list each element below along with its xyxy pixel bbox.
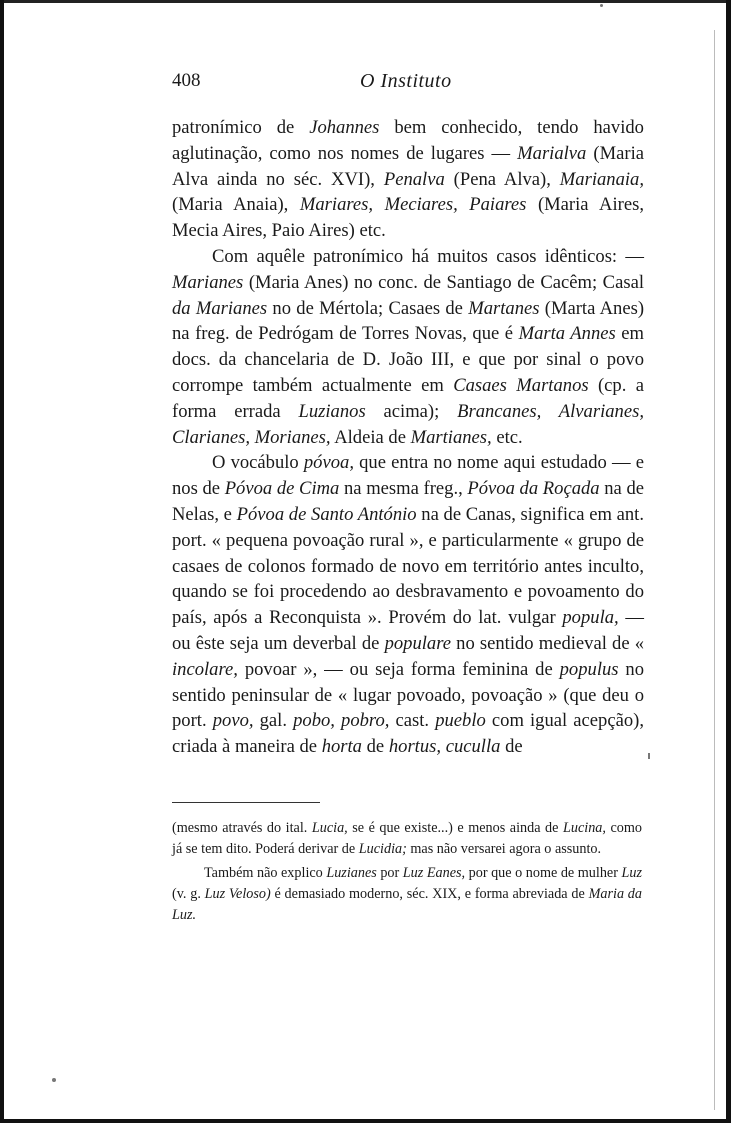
italic-run: da Marianes [172,297,268,319]
footnote [172,863,642,926]
italic-run: Lucidia; [358,841,407,857]
italic-run: Lucia, [311,820,348,836]
text-run: povoar », — ou seja forma feminina de [237,658,560,680]
text-run: (Pena Alva), [444,168,560,190]
italic-run: popula, [562,607,619,629]
text-run: no sentido medieval de « [451,632,644,654]
text-run: — ou êste seja um deverbal de [172,607,644,654]
text-run: etc. [491,426,523,448]
text-run: (Maria Anes) no conc. de Santiago de Cacêm; Casal [243,271,644,293]
italic-run: Marta Annes [518,323,616,345]
text-run: cast. [389,710,436,732]
italic-run: Casaes Martanos [453,374,589,396]
italic-run: Luzianos [298,400,366,422]
italic-run: Marianaia, [559,168,644,190]
text-run: que entra no nome aqui estudado — e nos de [172,452,644,500]
italic-run: Maria da Luz. [172,886,642,923]
text-run: (cp. a forma errada [172,374,645,422]
text-run: bem conhecido, tendo havido aglutinação, como nos nomes de lugares — [172,117,644,164]
page-number: 408 [172,70,201,91]
italic-run: povo, [212,710,254,732]
text-run: em docs. da chancelaria de D. João III, e que por sinal o povo corrompe também actualmente em [172,323,644,396]
italic-run: Luz Veloso) [204,886,271,902]
text-run: O vocábulo [212,452,304,474]
text-run: por que o nome de mulher [465,865,622,881]
text-run: Também não explico [204,865,327,881]
text-run: gal. [253,710,294,732]
body-text [172,115,644,760]
text-run: como já se tem dito. Poderá derivar de [172,820,642,857]
italic-run: póvoa, [303,452,354,474]
italic-run: Martanes [468,297,540,319]
text-run: patronímico de [172,117,310,138]
scan-frame-bottom [0,1119,731,1123]
text-run: mas não versarei agora o assunto. [406,841,602,857]
text-run: na de Canas, significa em ant. port. « pequena povoação rural », e particularmente « grupo de casaes de colonos formado de novo em território antes inculto, quando se foi procedendo ao desbravamento e povoamento do país, após a Reconquista ». Provém do lat. vulgar [172,503,644,629]
text-run: de [500,736,523,758]
italic-run: pueblo [435,710,486,732]
italic-run: Johannes [309,117,380,138]
italic-run: Brancanes, Alvarianes, Clarianes, Morianes, [172,400,644,448]
text-run: no sentido peninsular de « lugar povoado, povoação » (que deu o port. [172,658,644,732]
italic-run: incolare, [172,658,238,680]
italic-run: Marialva [517,142,587,164]
text-run: (v. g. [172,886,205,902]
text-run: na mesma freg., [339,478,468,500]
footnotes [172,818,642,926]
italic-run: Lucina, [562,820,606,836]
italic-run: Marianes [172,271,244,293]
italic-run: Mariares, Meciares, Paiares [299,194,527,216]
scan-margin-line [714,30,715,1110]
text-run: no de Mértola; Casaes de [267,297,469,319]
italic-run: Martianes, [410,426,492,448]
text-run: (mesmo através do ital. [172,820,312,836]
italic-run: populare [384,632,452,654]
scan-frame-left [0,0,4,1123]
text-run: por [376,865,403,881]
text-run: (Marta Anes) na freg. de Pedrógam de Torres Novas, que é [172,297,645,345]
text-run: (Maria Alva ainda no séc. XVI), [172,142,644,190]
italic-run: hortus, [388,736,442,758]
text-run: Com aquêle patronímico há muitos casos idênticos: — [212,245,644,267]
text-run: é demasiado moderno, séc. XIX, e forma abreviada de [270,886,589,902]
italic-run: Luz [621,865,643,881]
text-run: acima); [365,400,458,422]
text-run: na de Nelas, e [172,478,644,525]
italic-run: Póvoa de Cima [224,478,340,500]
italic-run: pobo, pobro, [293,710,390,732]
text-run: se é que existe...) e menos ainda de [347,820,563,836]
scan-speck [600,4,603,7]
page-header [172,70,642,96]
text-run: (Maria Anaia), [172,194,300,216]
scan-speck [52,1078,56,1082]
scan-speck [648,753,650,759]
italic-run: Póvoa de Santo António [236,503,417,525]
text-run: (Maria Aires, Mecia Aires, Paio Aires) etc. [172,194,644,242]
footnote-separator [172,802,320,803]
scan-frame-top [0,0,731,3]
text-run: Aldeia de [330,426,411,448]
italic-run: populus [559,658,619,680]
paragraph [172,450,644,760]
italic-run: cuculla [445,736,501,758]
italic-run: Penalva [383,168,445,190]
paragraph [172,115,644,244]
text-run: de [361,736,389,758]
scan-frame-right [726,0,731,1123]
paragraph [172,244,644,450]
running-title: O Instituto [360,70,452,92]
italic-run: Luzianes [326,865,377,881]
italic-run: Póvoa da Roçada [467,478,600,500]
italic-run: Luz Eanes, [402,865,466,881]
text-run: com igual acepção), criada à maneira de [172,710,644,758]
footnote [172,818,642,860]
italic-run: horta [321,736,362,758]
